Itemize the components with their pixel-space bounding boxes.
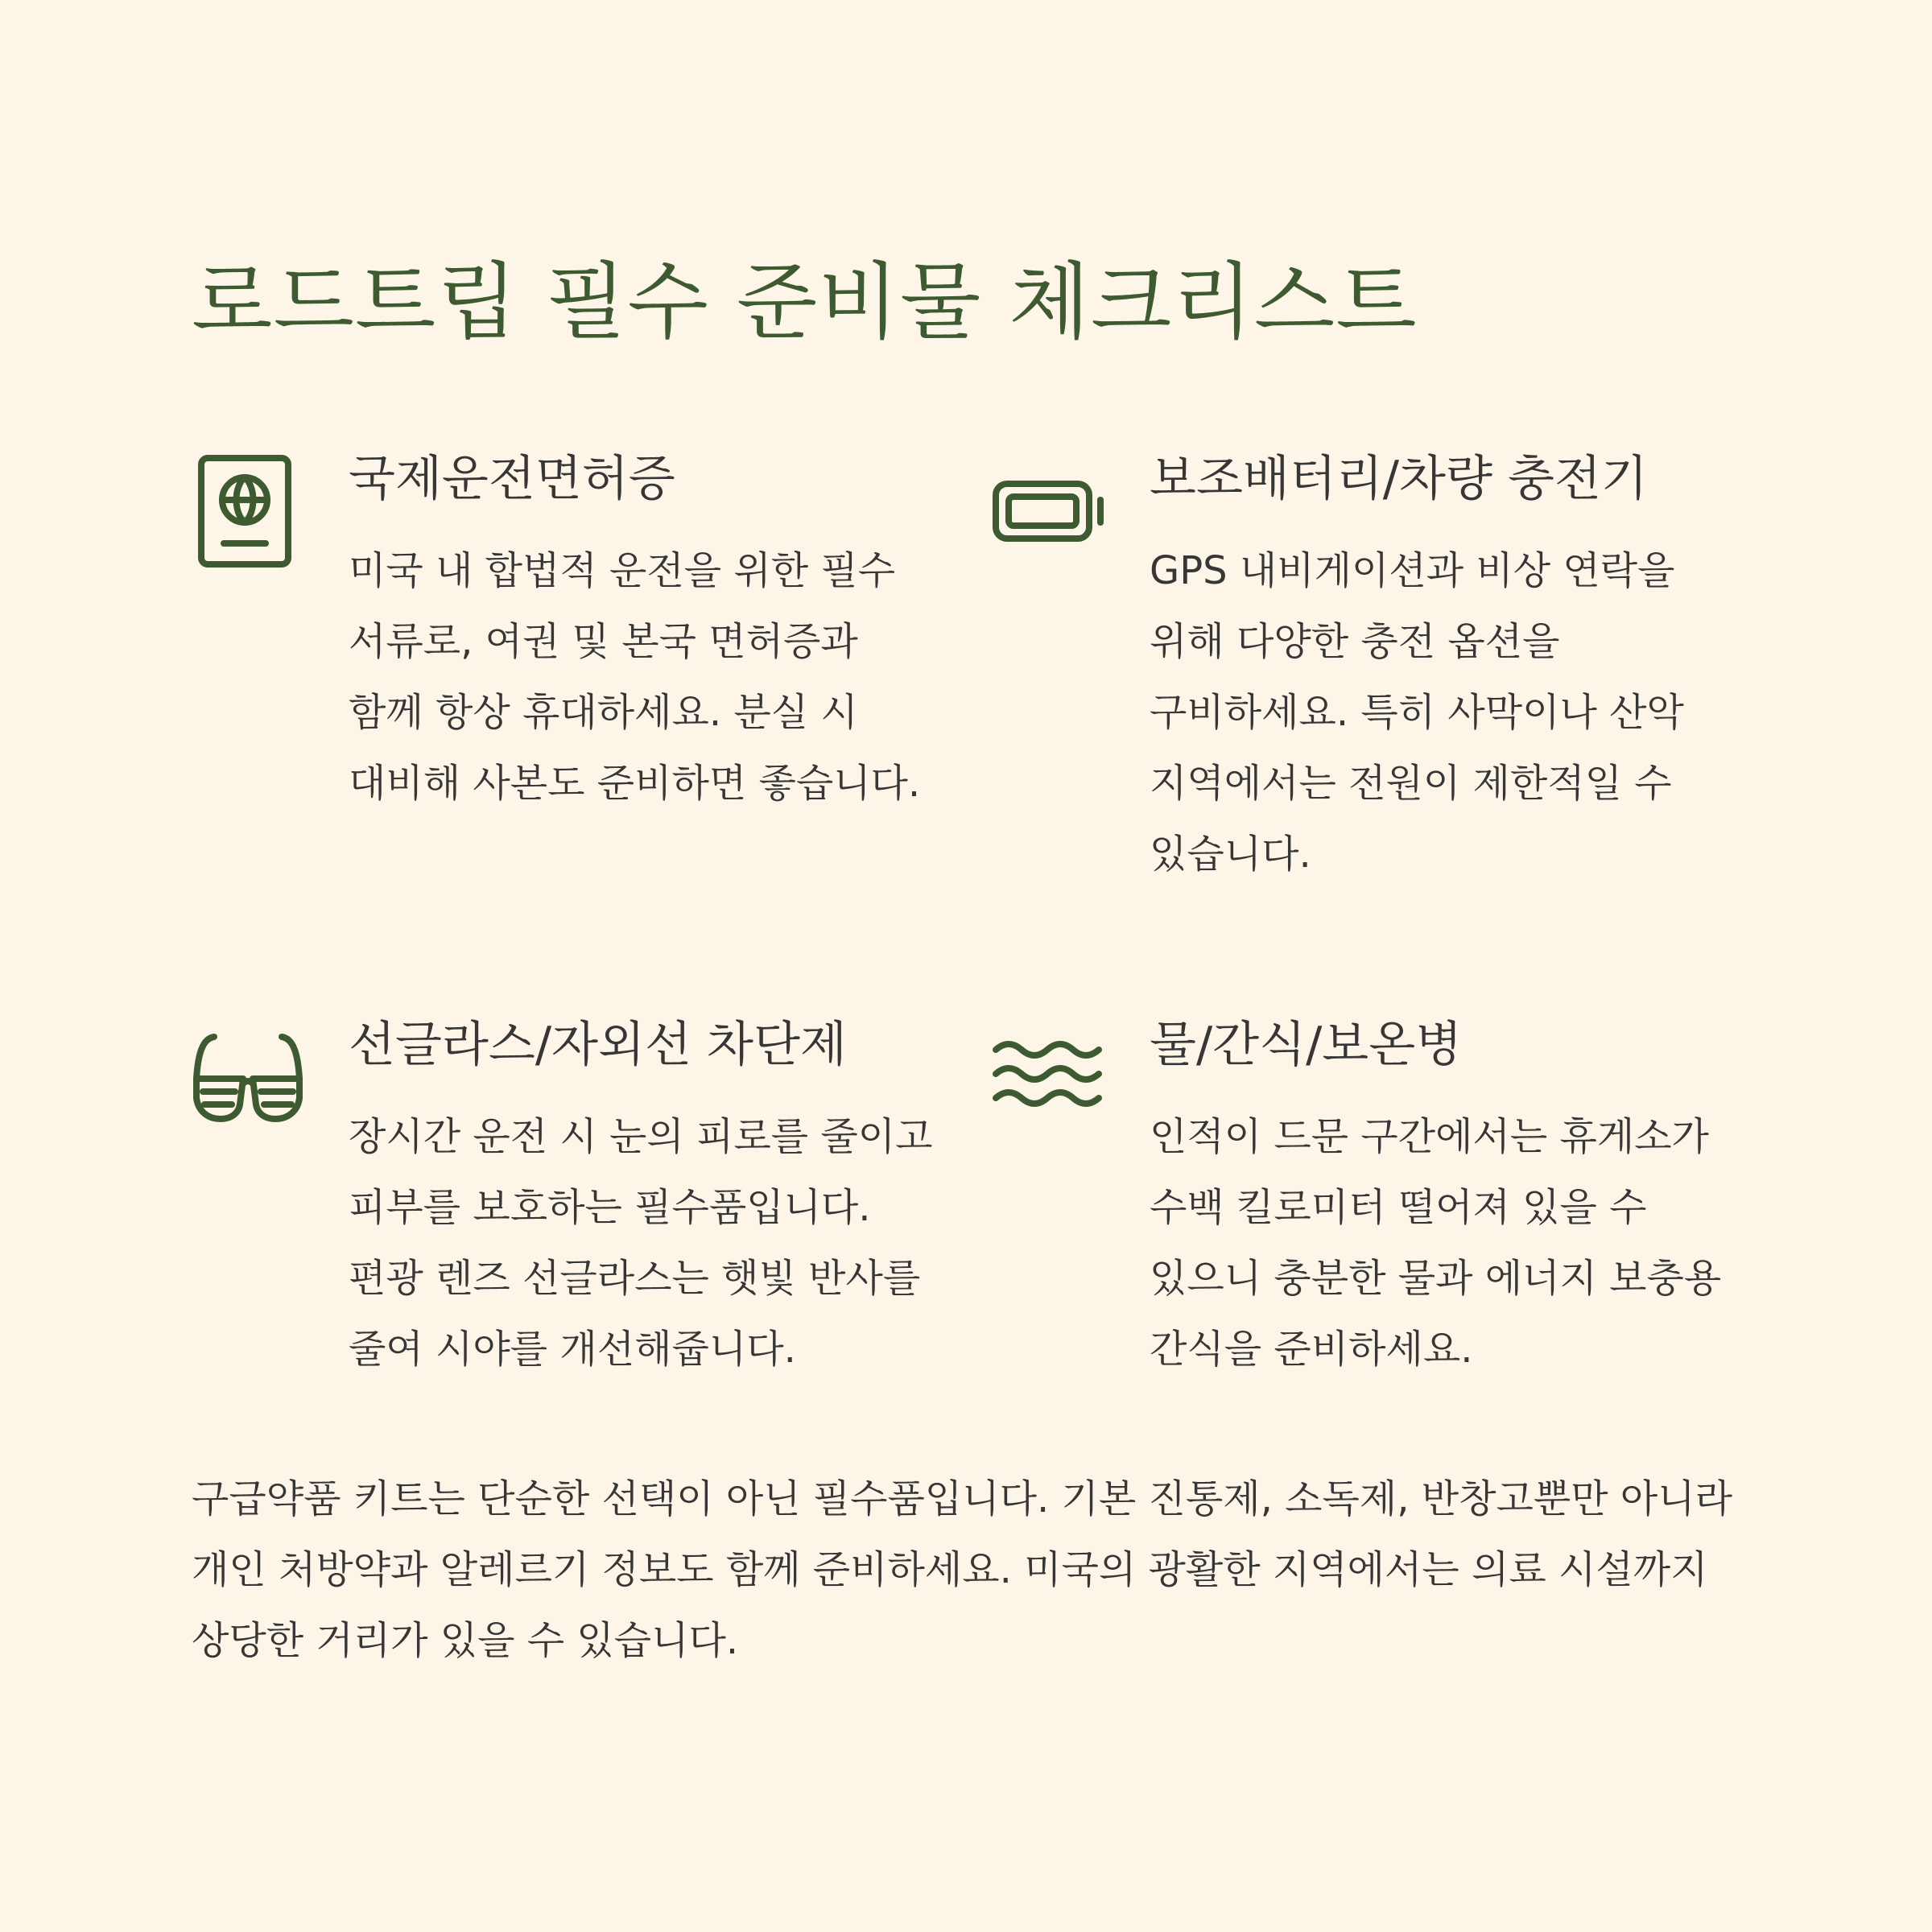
item-description: 인적이 드문 구간에서는 휴게소가 수백 킬로미터 떨어져 있을 수 있으니 충분한 물과 에너지 보충용 간식을 준비하세요. xyxy=(1150,1114,1722,1372)
item-description: 미국 내 합법적 운전을 위한 필수 서류로, 여권 및 본국 면허증과 함께 항상 휴대하세요. 분실 시 대비해 사본도 준비하면 좋습니다. xyxy=(349,548,921,806)
item-title: 물/간식/보온병 xyxy=(1150,1017,1463,1073)
item-description: GPS 내비게이션과 비상 연락을 위해 다양한 충전 옵션을 구비하세요. 특히 사막이나 산악 지역에서는 전원이 제한적일 수 있습니다. xyxy=(1150,548,1684,877)
item-title: 선글라스/자외선 차단제 xyxy=(349,1017,847,1073)
item-description: 장시간 운전 시 눈의 피로를 줄이고 피부를 보호하는 필수품입니다. 편광 렌즈 선글라스는 햇빛 반사를 줄여 시야를 개선해줍니다. xyxy=(349,1114,933,1372)
passport-icon xyxy=(192,455,304,568)
page-title: 로드트립 필수 준비물 체크리스트 xyxy=(192,253,1418,351)
battery-icon xyxy=(993,455,1105,568)
item-title: 국제운전면허증 xyxy=(349,451,675,507)
water-waves-icon xyxy=(993,1021,1105,1133)
sunglasses-icon xyxy=(192,1021,304,1133)
item-title: 보조배터리/차량 충전기 xyxy=(1150,451,1648,507)
footer-note: 구급약품 키트는 단순한 선택이 아닌 필수품입니다. 기본 진통제, 소독제, 반창고뿐만 아니라 개인 처방약과 알레르기 정보도 함께 준비하세요. 미국의 광활한 지역에서는 의료 시설까지 상당한 거리가 있을 수 있습니다. xyxy=(192,1476,1732,1663)
